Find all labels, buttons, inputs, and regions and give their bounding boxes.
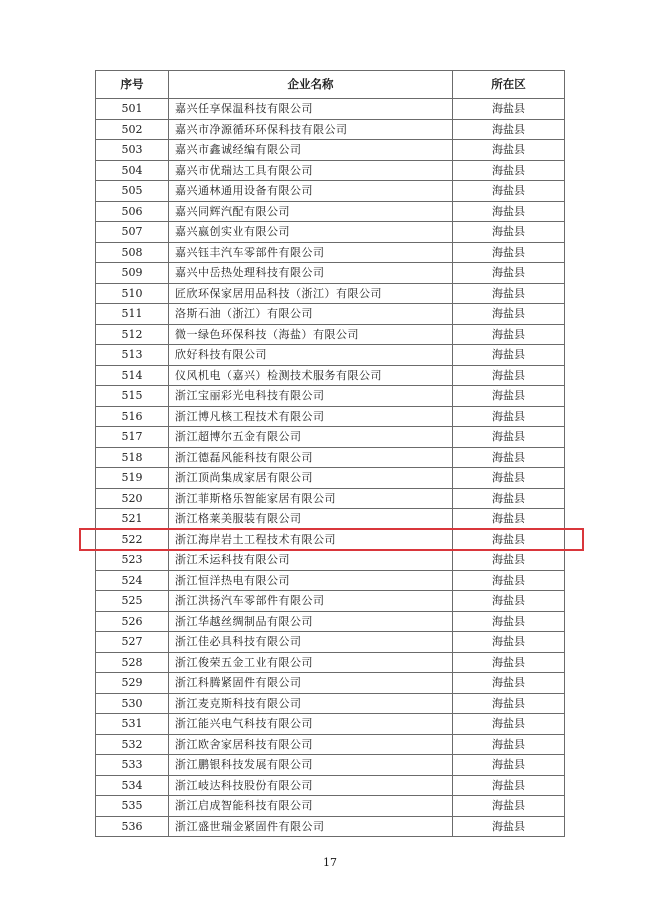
row-number: 525 xyxy=(96,591,169,612)
row-number: 536 xyxy=(96,816,169,837)
district: 海盐县 xyxy=(453,201,565,222)
company-name: 浙江能兴电气科技有限公司 xyxy=(169,714,453,735)
row-number: 503 xyxy=(96,140,169,161)
row-number: 509 xyxy=(96,263,169,284)
table-row xyxy=(96,427,565,448)
table-row xyxy=(96,119,565,140)
page-number: 17 xyxy=(323,856,337,869)
company-name: 浙江麦克斯科技有限公司 xyxy=(169,693,453,714)
table-row xyxy=(96,775,565,796)
table-header-row xyxy=(96,71,565,99)
row-number: 505 xyxy=(96,181,169,202)
table-row xyxy=(96,509,565,530)
table-row xyxy=(96,570,565,591)
company-name: 浙江菲斯格乐智能家居有限公司 xyxy=(169,488,453,509)
district: 海盐县 xyxy=(453,181,565,202)
company-name: 浙江德磊风能科技有限公司 xyxy=(169,447,453,468)
table-row xyxy=(96,693,565,714)
table-row xyxy=(96,181,565,202)
district: 海盐县 xyxy=(453,796,565,817)
district: 海盐县 xyxy=(453,550,565,571)
table-row xyxy=(96,816,565,837)
company-name: 浙江格莱美服装有限公司 xyxy=(169,509,453,530)
company-name: 浙江俊荣五金工业有限公司 xyxy=(169,652,453,673)
row-number: 533 xyxy=(96,755,169,776)
row-number: 521 xyxy=(96,509,169,530)
row-number: 512 xyxy=(96,324,169,345)
header-district: 所在区 xyxy=(453,71,565,99)
header-company-name: 企业名称 xyxy=(169,71,453,99)
district: 海盐县 xyxy=(453,386,565,407)
company-list-table-container xyxy=(95,70,564,837)
company-name: 浙江超博尔五金有限公司 xyxy=(169,427,453,448)
district: 海盐县 xyxy=(453,693,565,714)
row-number: 528 xyxy=(96,652,169,673)
row-number: 515 xyxy=(96,386,169,407)
row-number: 516 xyxy=(96,406,169,427)
company-name: 浙江顶尚集成家居有限公司 xyxy=(169,468,453,489)
table-row xyxy=(96,714,565,735)
row-number: 508 xyxy=(96,242,169,263)
row-number: 507 xyxy=(96,222,169,243)
district: 海盐县 xyxy=(453,509,565,530)
table-row xyxy=(96,755,565,776)
table-row xyxy=(96,406,565,427)
district: 海盐县 xyxy=(453,324,565,345)
table-row xyxy=(96,734,565,755)
row-number: 520 xyxy=(96,488,169,509)
district: 海盐县 xyxy=(453,734,565,755)
table-row xyxy=(96,386,565,407)
table-row xyxy=(96,365,565,386)
row-number: 501 xyxy=(96,99,169,120)
district: 海盐县 xyxy=(453,529,565,550)
company-name: 浙江宝丽彩光电科技有限公司 xyxy=(169,386,453,407)
row-number: 535 xyxy=(96,796,169,817)
district: 海盐县 xyxy=(453,242,565,263)
row-number: 506 xyxy=(96,201,169,222)
header-number: 序号 xyxy=(96,71,169,99)
table-row xyxy=(96,140,565,161)
table-row xyxy=(96,99,565,120)
company-name: 仪风机电（嘉兴）检测技术服务有限公司 xyxy=(169,365,453,386)
row-number: 504 xyxy=(96,160,169,181)
company-name: 浙江华越丝绸制品有限公司 xyxy=(169,611,453,632)
company-name: 微一绿色环保科技（海盐）有限公司 xyxy=(169,324,453,345)
row-number: 524 xyxy=(96,570,169,591)
district: 海盐县 xyxy=(453,775,565,796)
company-name: 匠欣环保家居用品科技（浙江）有限公司 xyxy=(169,283,453,304)
table-row xyxy=(96,591,565,612)
company-name: 浙江博凡核工程技术有限公司 xyxy=(169,406,453,427)
district: 海盐县 xyxy=(453,468,565,489)
company-list-table xyxy=(95,70,565,837)
company-name: 嘉兴同辉汽配有限公司 xyxy=(169,201,453,222)
table-row xyxy=(96,652,565,673)
table-row xyxy=(96,796,565,817)
table-row xyxy=(96,222,565,243)
company-name: 浙江禾运科技有限公司 xyxy=(169,550,453,571)
row-number: 514 xyxy=(96,365,169,386)
company-name: 嘉兴钰丰汽车零部件有限公司 xyxy=(169,242,453,263)
company-name: 欣好科技有限公司 xyxy=(169,345,453,366)
company-name: 浙江鹏银科技发展有限公司 xyxy=(169,755,453,776)
district: 海盐县 xyxy=(453,283,565,304)
company-name: 嘉兴市优瑞达工具有限公司 xyxy=(169,160,453,181)
table-row xyxy=(96,632,565,653)
row-number: 530 xyxy=(96,693,169,714)
table-row xyxy=(96,611,565,632)
company-name: 浙江洪扬汽车零部件有限公司 xyxy=(169,591,453,612)
district: 海盐县 xyxy=(453,119,565,140)
district: 海盐县 xyxy=(453,755,565,776)
row-number: 519 xyxy=(96,468,169,489)
company-name: 嘉兴通林通用设备有限公司 xyxy=(169,181,453,202)
table-row xyxy=(96,447,565,468)
district: 海盐县 xyxy=(453,591,565,612)
row-number: 518 xyxy=(96,447,169,468)
row-number: 531 xyxy=(96,714,169,735)
district: 海盐县 xyxy=(453,652,565,673)
row-number: 517 xyxy=(96,427,169,448)
row-number: 502 xyxy=(96,119,169,140)
district: 海盐县 xyxy=(453,406,565,427)
row-number: 534 xyxy=(96,775,169,796)
row-number: 513 xyxy=(96,345,169,366)
table-row xyxy=(96,304,565,325)
table-row xyxy=(96,324,565,345)
row-number: 511 xyxy=(96,304,169,325)
row-number: 532 xyxy=(96,734,169,755)
district: 海盐县 xyxy=(453,427,565,448)
table-body xyxy=(96,99,565,837)
row-number: 529 xyxy=(96,673,169,694)
row-number: 523 xyxy=(96,550,169,571)
table-row xyxy=(96,550,565,571)
row-number: 522 xyxy=(96,529,169,550)
table-row xyxy=(96,529,565,550)
row-number: 510 xyxy=(96,283,169,304)
district: 海盐县 xyxy=(453,611,565,632)
district: 海盐县 xyxy=(453,488,565,509)
district: 海盐县 xyxy=(453,160,565,181)
company-name: 嘉兴任享保温科技有限公司 xyxy=(169,99,453,120)
company-name: 浙江欧舍家居科技有限公司 xyxy=(169,734,453,755)
district: 海盐县 xyxy=(453,570,565,591)
company-name: 嘉兴中岳热处理科技有限公司 xyxy=(169,263,453,284)
table-row xyxy=(96,673,565,694)
district: 海盐县 xyxy=(453,140,565,161)
table-row xyxy=(96,242,565,263)
district: 海盐县 xyxy=(453,714,565,735)
table-row xyxy=(96,468,565,489)
company-name: 浙江启成智能科技有限公司 xyxy=(169,796,453,817)
company-name: 浙江海岸岩土工程技术有限公司 xyxy=(169,529,453,550)
district: 海盐县 xyxy=(453,304,565,325)
company-name: 浙江盛世瑞金紧固件有限公司 xyxy=(169,816,453,837)
district: 海盐县 xyxy=(453,365,565,386)
company-name: 嘉兴嬴创实业有限公司 xyxy=(169,222,453,243)
table-row xyxy=(96,283,565,304)
district: 海盐县 xyxy=(453,263,565,284)
company-name: 浙江岐达科技股份有限公司 xyxy=(169,775,453,796)
company-name: 浙江科腾紧固件有限公司 xyxy=(169,673,453,694)
company-name: 浙江佳必具科技有限公司 xyxy=(169,632,453,653)
company-name: 嘉兴市鑫诚经编有限公司 xyxy=(169,140,453,161)
district: 海盐县 xyxy=(453,345,565,366)
table-row xyxy=(96,201,565,222)
company-name: 浙江恒洋热电有限公司 xyxy=(169,570,453,591)
table-row xyxy=(96,160,565,181)
district: 海盐县 xyxy=(453,673,565,694)
row-number: 527 xyxy=(96,632,169,653)
table-row xyxy=(96,345,565,366)
district: 海盐县 xyxy=(453,816,565,837)
district: 海盐县 xyxy=(453,99,565,120)
district: 海盐县 xyxy=(453,447,565,468)
table-row xyxy=(96,488,565,509)
company-name: 洛斯石油（浙江）有限公司 xyxy=(169,304,453,325)
row-number: 526 xyxy=(96,611,169,632)
table-row xyxy=(96,263,565,284)
company-name: 嘉兴市净源循环环保科技有限公司 xyxy=(169,119,453,140)
district: 海盐县 xyxy=(453,632,565,653)
district: 海盐县 xyxy=(453,222,565,243)
